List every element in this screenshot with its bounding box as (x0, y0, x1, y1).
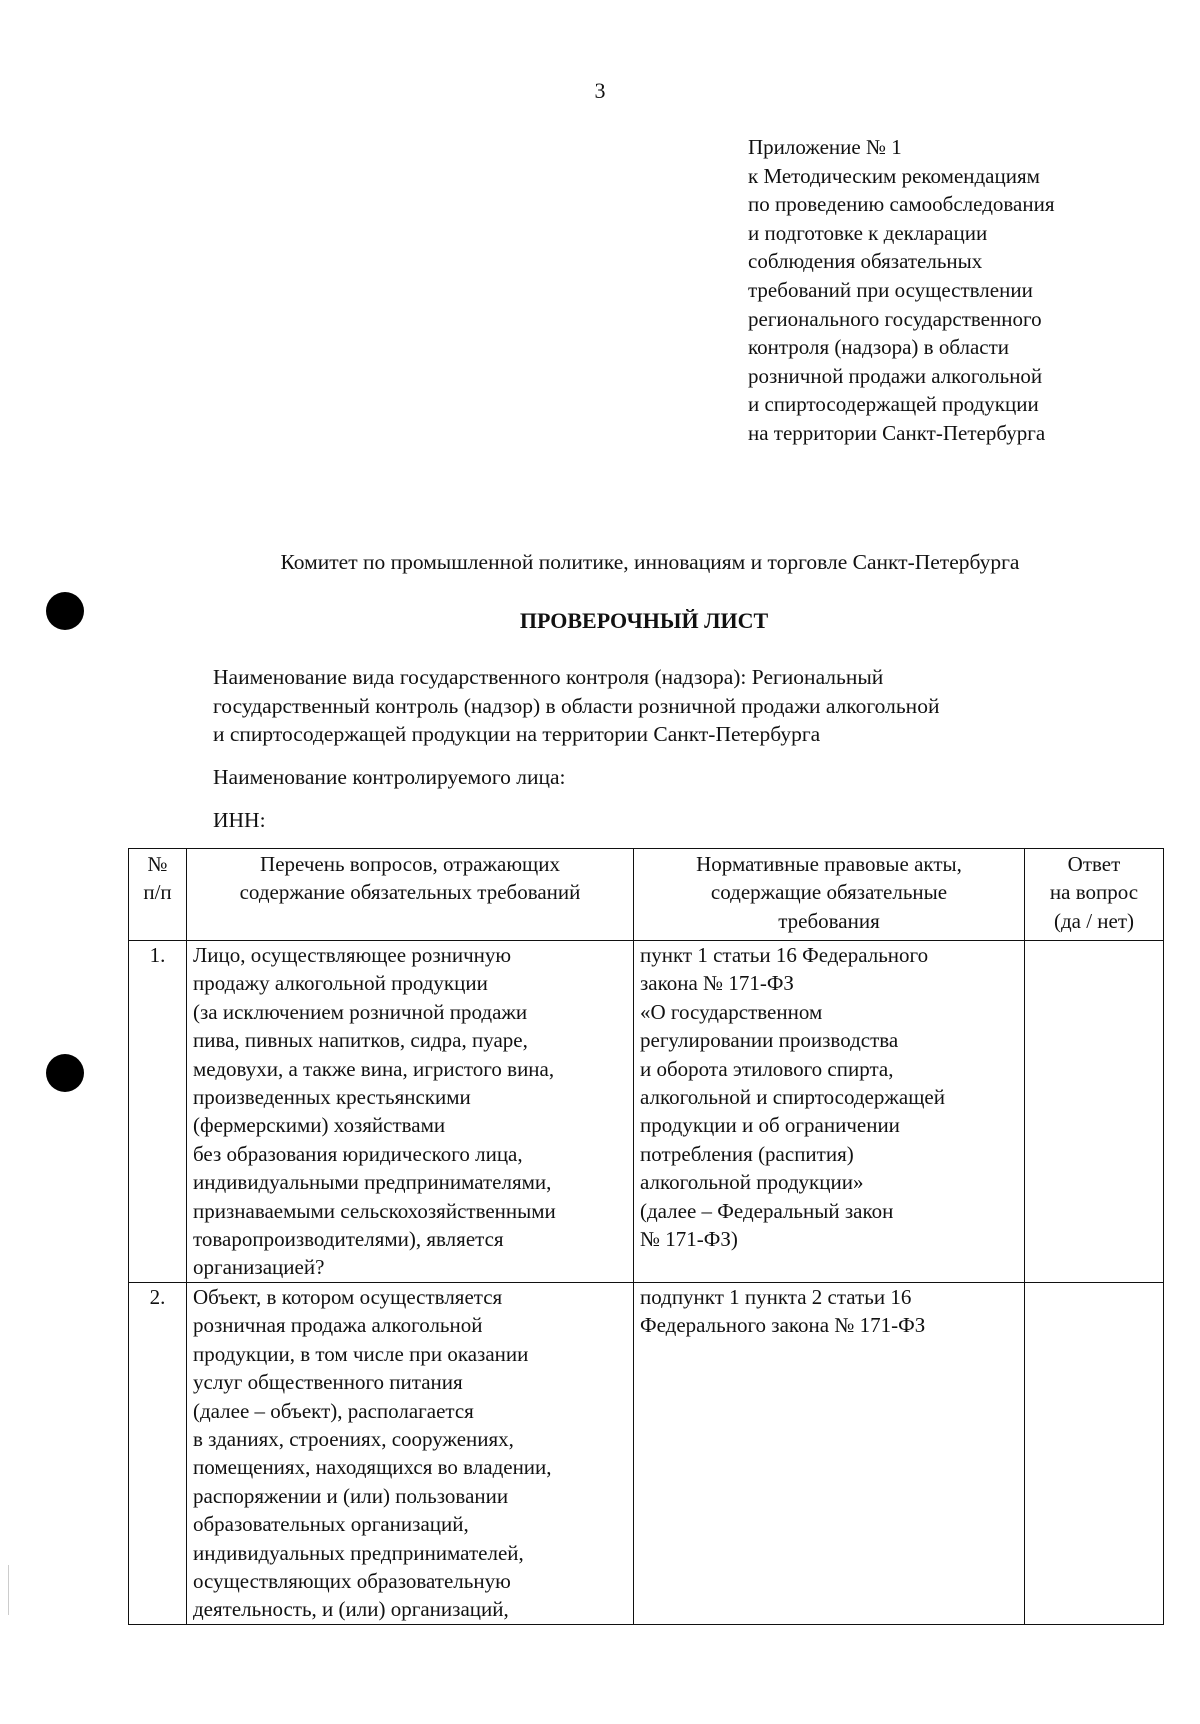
acts-line: (далее – Федеральный закон (640, 1198, 894, 1223)
control-type-line: государственный контроль (надзор) в области розничной продажи алкогольной (213, 693, 940, 718)
acts-line: и оборота этилового спирта, (640, 1056, 894, 1081)
acts-line: потребления (распития) (640, 1141, 854, 1166)
question-line: деятельность, и (или) организаций, (193, 1597, 509, 1622)
header-answer (1025, 849, 1164, 941)
acts-line: пункт 1 статьи 16 Федерального (640, 943, 929, 967)
question-line: пива, пивных напитков, сидра, пуаре, (193, 1028, 528, 1053)
question-line: Объект, в котором осуществляется (193, 1284, 503, 1309)
question-line: произведенных крестьянскими (193, 1085, 471, 1110)
acts-line: подпункт 1 пункта 2 статьи 16 (640, 1284, 912, 1309)
punch-hole-mark (46, 1054, 84, 1092)
appendix-line: и спиртосодержащей продукции (748, 392, 1039, 417)
header-num (129, 849, 187, 941)
question-line: медовухи, а также вина, игристого вина, (193, 1056, 555, 1081)
acts-line: «О государственном (640, 999, 823, 1024)
appendix-line: регионального государственного (748, 306, 1042, 331)
control-type-line: и спиртосодержащей продукции на территории Санкт-Петербурга (213, 722, 821, 746)
header-questions (187, 849, 634, 941)
row-number: 1. (129, 941, 187, 1283)
question-line: Лицо, осуществляющее розничную (193, 943, 512, 967)
appendix-line: розничной продажи алкогольной (748, 363, 1043, 388)
question-line: в зданиях, строениях, сооружениях, (193, 1426, 514, 1451)
appendix-line: требований при осуществлении (748, 277, 1033, 302)
question-line: продажу алкогольной продукции (193, 971, 488, 996)
question-line: распоряжении и (или) пользовании (193, 1483, 509, 1508)
question-line: (за исключением розничной продажи (193, 999, 528, 1024)
table-row (129, 1282, 1164, 1624)
control-type (213, 663, 939, 749)
acts-cell (634, 941, 1025, 1283)
question-line: розничная продажа алкогольной (193, 1313, 483, 1338)
header-text: (да / нет) (1053, 908, 1135, 933)
question-line: индивидуальными предпринимателями, (193, 1170, 552, 1195)
acts-line: № 171-ФЗ) (640, 1227, 738, 1252)
question-line: продукции, в том числе при оказании (193, 1341, 529, 1366)
acts-line: алкогольной и спиртосодержащей (640, 1085, 945, 1110)
scan-edge-mark (8, 1565, 9, 1615)
appendix-line: Приложение № 1 (748, 135, 902, 159)
appendix-line: и подготовке к декларации (748, 220, 988, 245)
acts-line: регулировании производства (640, 1028, 899, 1053)
header-text: Нормативные правовые акты, (696, 852, 962, 876)
question-line: осуществляющих образовательную (193, 1568, 511, 1593)
header-text: № (147, 852, 168, 876)
document-title: ПРОВЕРОЧНЫЙ ЛИСТ (519, 608, 769, 633)
question-line: образовательных организаций, (193, 1512, 469, 1537)
answer-cell[interactable] (1025, 941, 1164, 1283)
header-text: п/п (143, 880, 172, 905)
checklist-table (128, 848, 1164, 1625)
appendix-line: соблюдения обязательных (748, 249, 983, 274)
question-line: без образования юридического лица, (193, 1141, 523, 1166)
committee-name: Комитет по промышленной политике, инновациям и торговле Санкт-Петербурга (280, 550, 1020, 574)
question-line: услуг общественного питания (193, 1370, 463, 1395)
row-number: 2. (129, 1282, 187, 1624)
question-line: помещениях, находящихся во владении, (193, 1455, 552, 1480)
table-header-row (129, 849, 1164, 941)
answer-cell[interactable] (1025, 1282, 1164, 1624)
acts-line: Федерального закона № 171-ФЗ (640, 1313, 926, 1338)
table-row (129, 941, 1164, 1283)
header-text: на вопрос (1049, 880, 1139, 905)
question-line: (фермерскими) хозяйствами (193, 1113, 446, 1138)
control-type-line: Наименование вида государственного контроля (надзора): Региональный (213, 665, 884, 689)
header-text: содержание обязательных требований (239, 880, 581, 905)
question-line: (далее – объект), располагается (193, 1398, 474, 1423)
inn-label: ИНН: (213, 808, 266, 832)
appendix-line: на территории Санкт-Петербурга (748, 420, 1046, 445)
header-text: Перечень вопросов, отражающих (260, 852, 560, 876)
header-acts (634, 849, 1025, 941)
question-line: признаваемыми сельскохозяйственными (193, 1198, 556, 1223)
acts-line: закона № 171-ФЗ (640, 971, 794, 996)
header-text: содержащие обязательные (710, 880, 948, 905)
appendix-note (748, 133, 1168, 448)
question-line: товаропроизводителями), является (193, 1227, 504, 1252)
appendix-line: по проведению самообследования (748, 192, 1055, 217)
appendix-line: контроля (надзора) в области (748, 335, 1010, 360)
controlled-person-label: Наименование контролируемого лица: (213, 765, 566, 789)
acts-cell (634, 1282, 1025, 1624)
acts-line: продукции и об ограничении (640, 1113, 900, 1138)
question-cell (187, 941, 634, 1283)
question-cell (187, 1282, 634, 1624)
header-text: Ответ (1067, 852, 1121, 876)
page-number: 3 (594, 78, 606, 103)
header-text: требования (778, 908, 880, 933)
acts-line: алкогольной продукции» (640, 1170, 864, 1195)
question-line: организацией? (193, 1255, 325, 1280)
question-line: индивидуальных предпринимателей, (193, 1540, 524, 1565)
appendix-line: к Методическим рекомендациям (748, 163, 1040, 188)
